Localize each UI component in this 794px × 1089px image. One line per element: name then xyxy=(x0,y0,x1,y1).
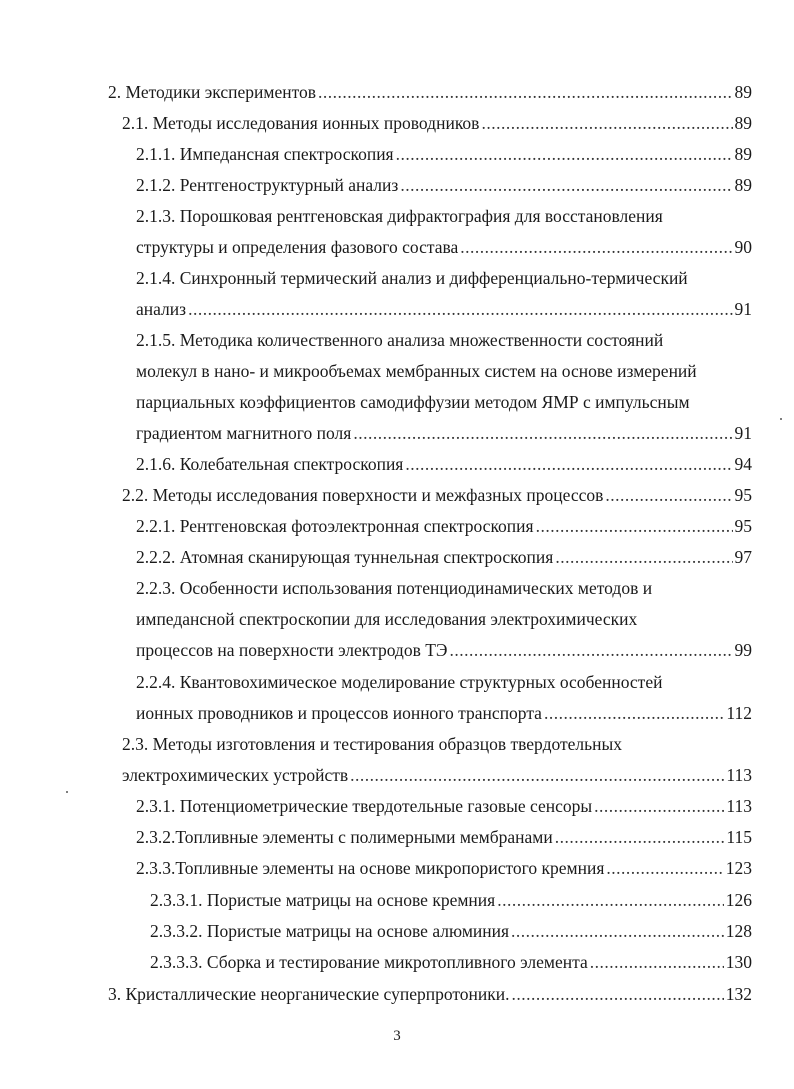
toc-page-number: 91 xyxy=(734,299,752,319)
toc-entry-2-3-3[interactable] xyxy=(136,856,752,880)
toc-entry-title: 2.1. Методы исследования ионных проводников xyxy=(122,113,480,133)
toc-entry-2-2-4[interactable] xyxy=(136,701,752,725)
scan-speck xyxy=(66,791,68,793)
toc-entry-2-3-3-2[interactable] xyxy=(150,919,752,943)
toc-page-number: 123 xyxy=(725,858,752,878)
toc-entry-2[interactable] xyxy=(108,80,752,104)
toc-page-number: 89 xyxy=(734,82,752,102)
toc-entry-2-2-3-line2: импедансной спектроскопии для исследования электрохимических xyxy=(136,609,638,629)
toc-entry-2-2-3-line1: 2.2.3. Особенности использования потенциодинамических методов и xyxy=(136,578,653,598)
dot-leader xyxy=(481,111,732,135)
toc-page-number: 89 xyxy=(734,113,752,133)
toc-entry-3[interactable] xyxy=(108,982,752,1006)
dot-leader xyxy=(536,514,733,538)
toc-page-number: 115 xyxy=(726,827,752,847)
toc-page-number: 91 xyxy=(734,423,752,443)
toc-entry-title: 2.3.3.2. Пористые матрицы на основе алюминия xyxy=(150,921,510,941)
toc-page-number: 130 xyxy=(725,952,752,972)
dot-leader xyxy=(605,483,732,507)
toc-entry-title: 2.2. Методы исследования поверхности и межфазных процессов xyxy=(122,485,604,505)
toc-page-number: 132 xyxy=(725,984,752,1004)
toc-entry-2-1-5-line1: 2.1.5. Методика количественного анализа множественности состояний xyxy=(136,330,664,350)
toc-entry-title: анализ xyxy=(136,299,187,319)
toc-entry-title: структуры и определения фазового состава xyxy=(136,237,459,257)
dot-leader xyxy=(497,888,724,912)
toc-entry-2-1-5-line2: молекул в нано- и микрообъемах мембранных систем на основе измерений xyxy=(136,361,697,381)
toc-entry-title: 2.1.2. Рентгеноструктурный анализ xyxy=(136,175,399,195)
toc-entry-2-1-1[interactable] xyxy=(136,142,752,166)
toc-entry-title: 2.2.1. Рентгеновская фотоэлектронная спектроскопия xyxy=(136,516,534,536)
toc-entry-2-2[interactable] xyxy=(122,483,752,507)
toc-page-number: 112 xyxy=(726,703,752,723)
toc-entry-2-2-2[interactable] xyxy=(136,545,752,569)
toc-entry-2-1-3[interactable] xyxy=(136,235,752,259)
toc-entry-2-3-line1: 2.3. Методы изготовления и тестирования образцов твердотельных xyxy=(122,734,622,754)
toc-entry-title: электрохимических устройств xyxy=(122,765,349,785)
toc-entry-title: 2.1.1. Импедансная спектроскопия xyxy=(136,144,394,164)
toc-entry-title: градиентом магнитного поля xyxy=(136,423,352,443)
toc-entry-2-3-1[interactable] xyxy=(136,794,752,818)
toc-entry-2-3-3-1[interactable] xyxy=(150,888,752,912)
toc-entry-2-2-1[interactable] xyxy=(136,514,752,538)
dot-leader xyxy=(555,825,725,849)
toc-entry-title: 2.3.2.Топливные элементы с полимерными мембранами xyxy=(136,827,553,847)
toc-entry-2-1-3-line1: 2.1.3. Порошковая рентгеновская дифрактография для восстановления xyxy=(136,206,663,226)
dot-leader xyxy=(353,421,732,445)
dot-leader xyxy=(544,701,724,725)
toc-entry-2-3[interactable] xyxy=(122,763,752,787)
dot-leader xyxy=(400,173,732,197)
toc-entry-2-1-5-line3: парциальных коэффициентов самодиффузии методом ЯМР с импульсным xyxy=(136,392,690,412)
dot-leader xyxy=(449,638,732,662)
toc-entry-title: 2.3.3.1. Пористые матрицы на основе кремния xyxy=(150,890,496,910)
toc-page-number: 126 xyxy=(725,890,752,910)
toc-entry-title: 2.1.6. Колебательная спектроскопия xyxy=(136,454,404,474)
dot-leader xyxy=(350,763,724,787)
toc-entry-title: 2.3.3.3. Сборка и тестирование микротопливного элемента xyxy=(150,952,588,972)
toc-page-number: 95 xyxy=(734,516,752,536)
toc-page-number: 89 xyxy=(734,175,752,195)
toc-entry-2-2-4-line1: 2.2.4. Квантовохимическое моделирование структурных особенностей xyxy=(136,672,663,692)
toc-entry-2-1-2[interactable] xyxy=(136,173,752,197)
toc-page-number: 90 xyxy=(734,237,752,257)
toc-page-number: 89 xyxy=(734,144,752,164)
toc-entry-title: 2.2.2. Атомная сканирующая туннельная спектроскопия xyxy=(136,547,554,567)
dot-leader xyxy=(590,950,724,974)
toc-entry-title: 3. Кристаллические неорганические суперпротоники. xyxy=(108,984,510,1004)
dot-leader xyxy=(396,142,733,166)
toc-entry-2-3-3-3[interactable] xyxy=(150,950,752,974)
dot-leader xyxy=(318,80,732,104)
page-number: 3 xyxy=(393,1028,401,1044)
toc-entry-2-1-4[interactable] xyxy=(136,297,752,321)
dot-leader xyxy=(606,856,723,880)
toc-entry-title: 2.3.1. Потенциометрические твердотельные газовые сенсоры xyxy=(136,796,593,816)
toc-entry-2-2-3[interactable] xyxy=(136,638,752,662)
dot-leader xyxy=(188,297,732,321)
toc-page-number: 113 xyxy=(726,765,752,785)
dot-leader xyxy=(460,235,732,259)
toc-entry-2-3-2[interactable] xyxy=(136,825,752,849)
toc-entry-2-1-4-line1: 2.1.4. Синхронный термический анализ и дифференциально-термический xyxy=(136,268,688,288)
toc-page-number: 113 xyxy=(726,796,752,816)
dot-leader xyxy=(594,794,724,818)
dot-leader xyxy=(511,982,723,1006)
toc-page-number: 97 xyxy=(734,547,752,567)
toc-entry-2-1-6[interactable] xyxy=(136,452,752,476)
toc-page-number: 95 xyxy=(734,485,752,505)
dot-leader xyxy=(405,452,732,476)
scan-speck xyxy=(780,418,782,420)
toc-entry-title: 2.3.3.Топливные элементы на основе микропористого кремния xyxy=(136,858,605,878)
toc-entry-2-1[interactable] xyxy=(122,111,752,135)
toc-page-number: 99 xyxy=(734,640,752,660)
toc-entry-title: ионных проводников и процессов ионного транспорта xyxy=(136,703,542,723)
toc-page-number: 128 xyxy=(725,921,752,941)
toc-page-number: 94 xyxy=(734,454,752,474)
dot-leader xyxy=(511,919,724,943)
toc-entry-title: процессов на поверхности электродов ТЭ xyxy=(136,640,448,660)
dot-leader xyxy=(555,545,732,569)
toc-entry-title: 2. Методики экспериментов xyxy=(108,82,317,102)
toc-entry-2-1-5[interactable] xyxy=(136,421,752,445)
